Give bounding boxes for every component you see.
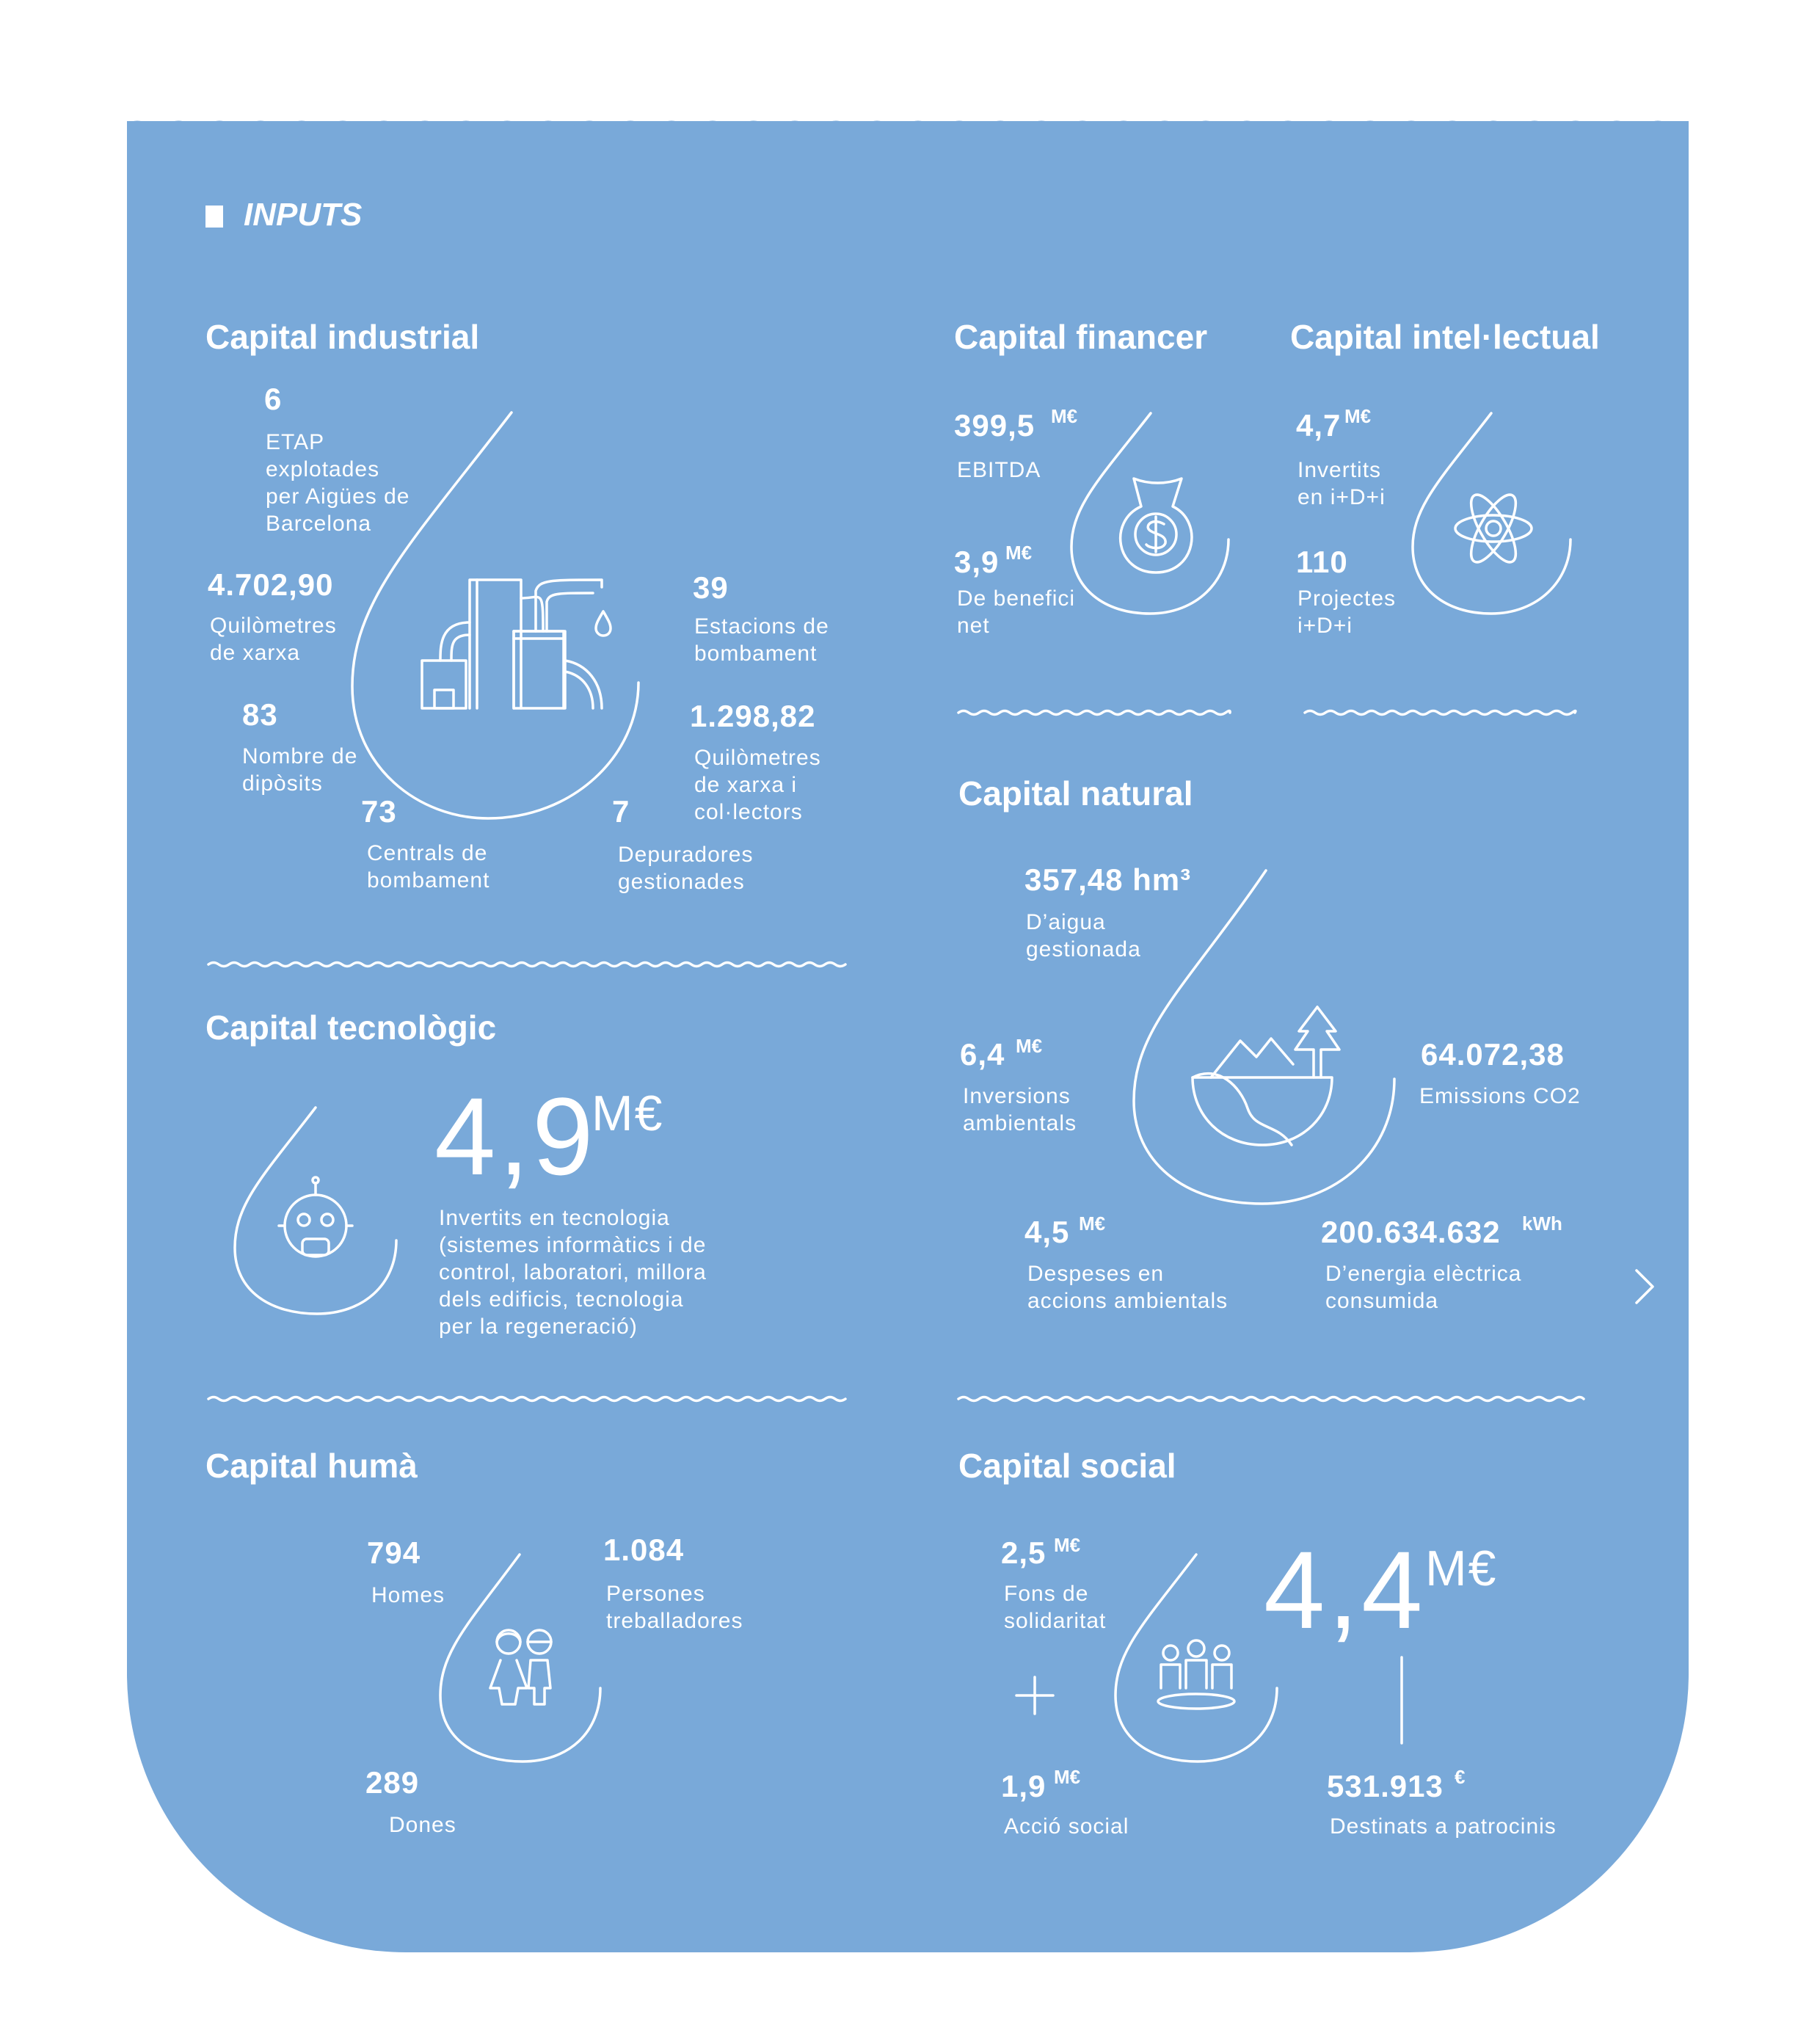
emissions-value: 64.072,38	[1421, 1037, 1565, 1072]
divider-wave-financer	[958, 711, 1230, 715]
workers-label: Persones treballadores	[606, 1582, 743, 1633]
invest-value: 4,7	[1296, 408, 1342, 443]
financer-title: Capital financer	[954, 318, 1208, 356]
centrals-label: Centrals de bombament	[367, 841, 490, 892]
action-label: Acció social	[1004, 1814, 1129, 1839]
tecnologic-big-value: 4,9	[434, 1075, 597, 1198]
women-label: Dones	[389, 1813, 456, 1837]
projects-value: 110	[1296, 545, 1348, 579]
deposits-value: 83	[242, 697, 278, 732]
social-big-value: 4,4	[1264, 1528, 1426, 1651]
fund-label: Fons de solidaritat	[1004, 1582, 1107, 1633]
env-invest-value: 6,4	[960, 1037, 1005, 1072]
water-label: D’aigua gestionada	[1026, 910, 1141, 961]
stations-label: Estacions de bombament	[694, 614, 829, 666]
projects-label: Projectes i+D+i	[1297, 586, 1397, 638]
etap-label: ETAP explotades per Aigües de Barcelona	[266, 430, 410, 536]
community-group-icon	[1158, 1640, 1234, 1709]
women-value: 289	[365, 1765, 420, 1800]
fund-unit: M€	[1054, 1534, 1081, 1556]
drop-intellectual	[1413, 413, 1570, 614]
social-big-unit: M€	[1425, 1541, 1498, 1596]
centrals-value: 73	[361, 794, 397, 829]
collectors-value: 1.298,82	[690, 699, 816, 733]
social-title: Capital social	[958, 1447, 1176, 1485]
industrial-title: Capital industrial	[205, 318, 480, 356]
network-value: 4.702,90	[208, 567, 334, 602]
tecnologic-big-unit: M€	[592, 1086, 664, 1141]
network-label: Quilòmetres de xarxa	[210, 614, 337, 665]
ebitda-value: 399,5	[954, 408, 1035, 443]
workers-value: 1.084	[603, 1533, 685, 1567]
action-value: 1,9	[1001, 1769, 1046, 1803]
invest-unit: M€	[1344, 405, 1372, 427]
drop-natural	[1134, 870, 1394, 1204]
money-bag-icon	[1121, 479, 1192, 572]
profit-unit: M€	[1005, 542, 1033, 564]
section-marker	[205, 206, 223, 228]
stations-value: 39	[693, 570, 729, 605]
profit-value: 3,9	[954, 545, 1000, 579]
landscape-globe-icon	[1193, 1007, 1339, 1145]
intellectual-title: Capital intel·lectual	[1290, 318, 1600, 356]
sponsor-value: 531.913	[1327, 1769, 1444, 1803]
invest-label: Invertits en i+D+i	[1297, 458, 1386, 509]
env-spend-unit: M€	[1079, 1212, 1106, 1235]
env-invest-unit: M€	[1016, 1035, 1043, 1057]
fund-value: 2,5	[1001, 1535, 1046, 1570]
sponsor-unit: €	[1455, 1766, 1466, 1788]
section-title: INPUTS	[244, 197, 363, 233]
divider-wave-industrial	[208, 963, 845, 967]
drop-huma	[440, 1555, 600, 1761]
env-spend-label: Despeses en accions ambientals	[1027, 1262, 1228, 1313]
ebitda-label: EBITDA	[957, 458, 1041, 482]
people-couple-icon	[490, 1630, 551, 1704]
action-unit: M€	[1054, 1766, 1081, 1788]
energy-value: 200.634.632	[1321, 1215, 1501, 1249]
drop-social	[1115, 1555, 1277, 1761]
env-spend-value: 4,5	[1024, 1215, 1070, 1249]
env-invest-label: Inversions ambientals	[963, 1084, 1077, 1135]
chevron-right-icon[interactable]	[1629, 1266, 1659, 1307]
tecnologic-label: Invertits en tecnologia (sistemes informàtics i de control, laboratori, millora dels edificis, tecnologia per la regeneració)	[439, 1206, 707, 1339]
depuradores-label: Depuradores gestionades	[618, 843, 754, 894]
ebitda-unit: M€	[1051, 405, 1078, 427]
deposits-label: Nombre de dipòsits	[242, 744, 358, 796]
collectors-label: Quilòmetres de xarxa i col·lectors	[694, 746, 821, 824]
atom-icon	[1455, 489, 1532, 568]
depuradores-value: 7	[612, 794, 630, 829]
divider-wave-intellectual	[1305, 711, 1576, 715]
emissions-label: Emissions CO2	[1419, 1084, 1581, 1108]
men-value: 794	[367, 1535, 421, 1570]
profit-label: De benefici net	[957, 586, 1076, 638]
men-label: Homes	[371, 1583, 445, 1607]
energy-unit: kWh	[1522, 1212, 1562, 1235]
robot-icon	[279, 1177, 352, 1257]
divider-wave-natural	[958, 1397, 1584, 1401]
drop-tecnologic	[235, 1108, 396, 1314]
water-value: 357,48 hm³	[1024, 862, 1192, 897]
sponsor-label: Destinats a patrocinis	[1330, 1814, 1557, 1839]
energy-label: D’energia elèctrica consumida	[1325, 1262, 1522, 1313]
huma-title: Capital humà	[205, 1447, 418, 1485]
factory-pipe-icon	[422, 580, 611, 708]
tecnologic-title: Capital tecnològic	[205, 1008, 497, 1047]
natural-title: Capital natural	[958, 774, 1193, 812]
etap-value: 6	[264, 382, 283, 416]
divider-wave-tecnologic	[208, 1397, 845, 1401]
